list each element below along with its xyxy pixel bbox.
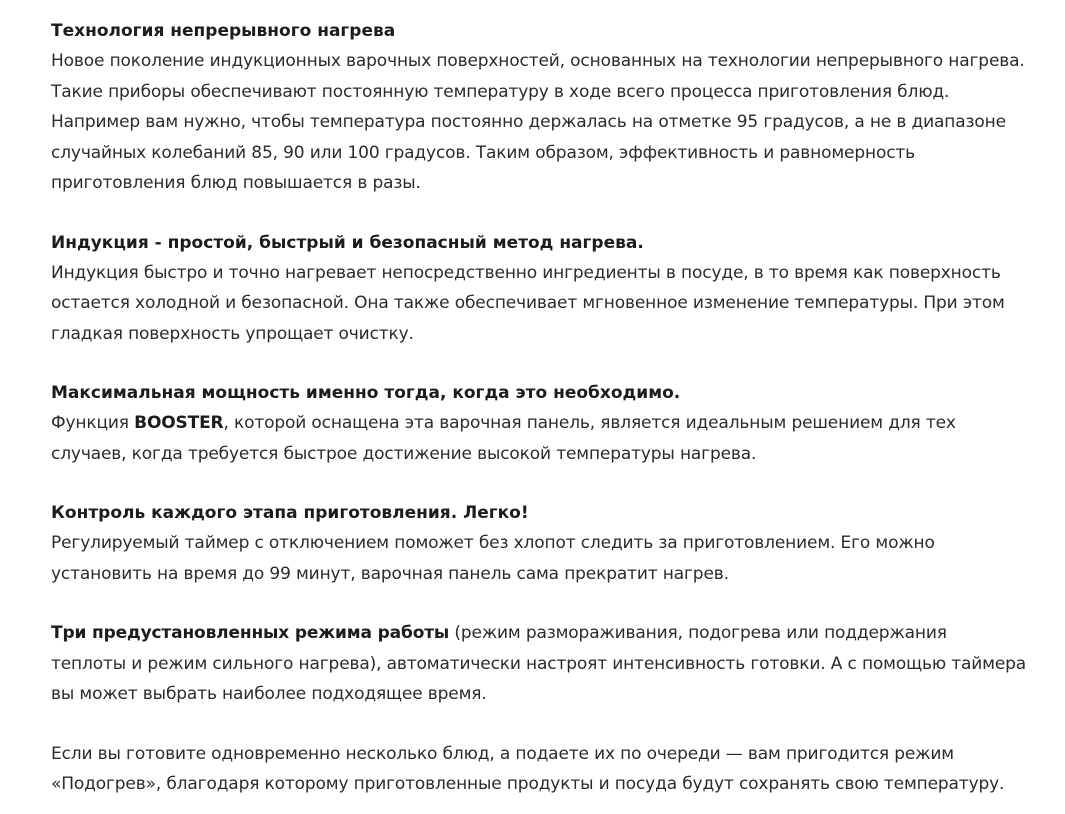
paragraph-line: приготовления блюд повышается в разы.	[51, 173, 421, 193]
text-span: (режим размораживания, подогрева или поддержания	[449, 623, 947, 643]
section-max-power	[51, 378, 1010, 469]
paragraph-line: остается холодной и безопасной. Она также обеспечивает мгновенное изменение температуры. При этом	[51, 293, 1005, 313]
section-induction	[51, 228, 1010, 350]
paragraph-line: установить на время до 99 минут, варочная панель сама прекратит нагрев.	[51, 563, 729, 584]
paragraph-line: Если вы готовите одновременно несколько блюд, а подаете их по очереди — вам пригодится режим	[51, 743, 954, 764]
section-continuous-heating	[51, 16, 1025, 199]
section-preset-modes	[51, 618, 1027, 710]
paragraph-line	[51, 408, 1010, 439]
paragraph-line: случайных колебаний 85, 90 или 100 градусов. Таким образом, эффективность и равномерность	[51, 142, 916, 163]
booster-label: BOOSTER	[134, 413, 224, 433]
section-heading: Технология непрерывного нагрева	[51, 21, 396, 41]
paragraph-line: «Подогрев», благодаря которому приготовленные продукты и посуда будут сохранять свою температуру.	[51, 774, 1005, 794]
section-heading: Контроль каждого этапа приготовления. Легко!	[51, 503, 529, 523]
paragraph-line: теплоты и режим сильного нагрева), автоматически настроят интенсивность готовки. А с помощью таймера	[51, 653, 1027, 674]
paragraph-line: Регулируемый таймер с отключением поможет без хлопот следить за приготовлением. Его можно	[51, 533, 935, 553]
section-heading: Индукция - простой, быстрый и безопасный метод нагрева.	[51, 232, 644, 253]
section-warming	[51, 739, 1010, 800]
section-heading: Максимальная мощность именно тогда, когда это необходимо.	[51, 383, 681, 403]
paragraph-line: случаев, когда требуется быстрое достижение высокой температуры нагрева.	[51, 443, 757, 464]
paragraph-line: Индукция быстро и точно нагревает непосредственно ингредиенты в посуде, в то время как поверхность	[51, 262, 1001, 283]
text-span: , которой оснащена эта варочная панель, является идеальным решением для тех	[223, 413, 956, 433]
paragraph-line	[51, 618, 1010, 649]
preset-modes-label: Три предустановленных режима работы	[51, 623, 450, 643]
section-control	[51, 498, 1010, 589]
paragraph-line: Например вам нужно, чтобы температура постоянно держалась на отметке 95 градусов, а не в диапазоне	[51, 112, 1006, 132]
paragraph-line: Такие приборы обеспечивают постоянную температуру в ходе всего процесса приготовления блюд.	[51, 81, 950, 102]
paragraph-line: гладкая поверхность упрощает очистку.	[51, 323, 414, 344]
paragraph-line: Новое поколение индукционных варочных поверхностей, основанных на технологии непрерывного нагрева.	[51, 51, 1025, 71]
paragraph-line: вы может выбрать наиболее подходящее время.	[51, 684, 487, 704]
text-span: Функция	[51, 413, 135, 433]
